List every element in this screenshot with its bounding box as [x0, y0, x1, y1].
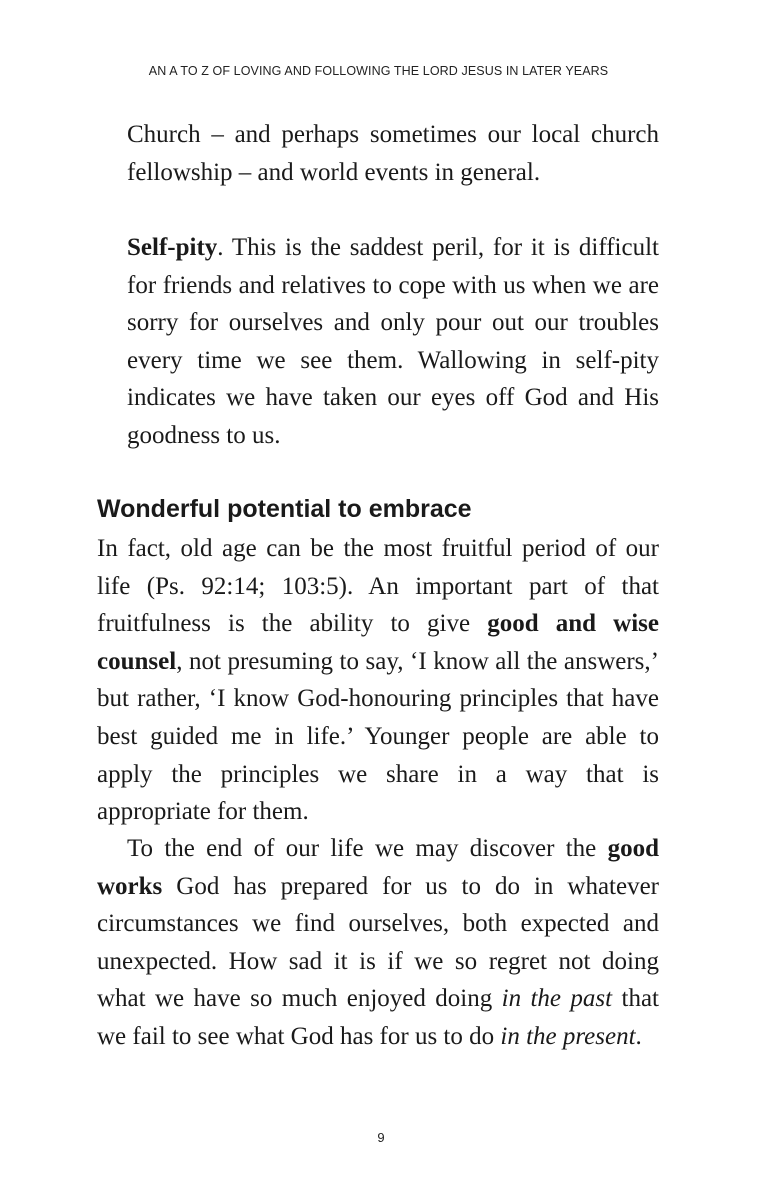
good-works-text-2: God has prepared for us to do in whatever circumstances we find ourselves, both expected and unexpected. How sad it is if we so regret not doing what we have so much enjoyed doing — [97, 872, 659, 1013]
good-works-text-4: . — [635, 1022, 642, 1050]
self-pity-text: . This is the saddest peril, for it is difficult for friends and relatives to cope with us when we are sorry for ourselves and only pour out our troubles every time we see them. Wallowing in self-pity indicates we have taken our eyes off God and His goodness to us. — [127, 234, 659, 449]
good-works-paragraph — [97, 830, 659, 1056]
page-number: 9 — [377, 1130, 385, 1145]
church-paragraph: Church – and perhaps sometimes our local church fellowship – and world events in general. — [127, 121, 659, 186]
good-works-text-1: To the end of our life we may discover the — [127, 835, 608, 862]
fruitful-paragraph — [97, 530, 659, 831]
good-wise-counsel-term: good and wise counsel — [97, 610, 659, 675]
fruitful-text-2: , not presuming to say, ‘I know all the answers,’ but rather, ‘I know God-honouring principles that have best guided me in life.’ Younger people are able to apply the principles we share in a way that is appropriate for them. — [97, 647, 659, 826]
fruitful-text-1: In fact, old age can be the most fruitful period of our life (Ps. 92:14; 103:5). An important part of that fruitfulness is the ability to give — [97, 535, 659, 638]
good-works-text-3: that we fail to see what God has for us to do — [97, 985, 660, 1050]
self-pity-term: Self-pity — [127, 234, 218, 261]
in-the-past-phrase: in the past — [501, 985, 613, 1013]
in-the-present-phrase: in the present — [500, 1022, 636, 1050]
self-pity-paragraph — [127, 229, 659, 455]
section-heading: Wonderful potential to embrace — [97, 495, 472, 523]
running-header: AN A TO Z OF LOVING AND FOLLOWING THE LORD JESUS IN LATER YEARS — [148, 64, 609, 78]
good-works-term: good works — [97, 835, 659, 900]
